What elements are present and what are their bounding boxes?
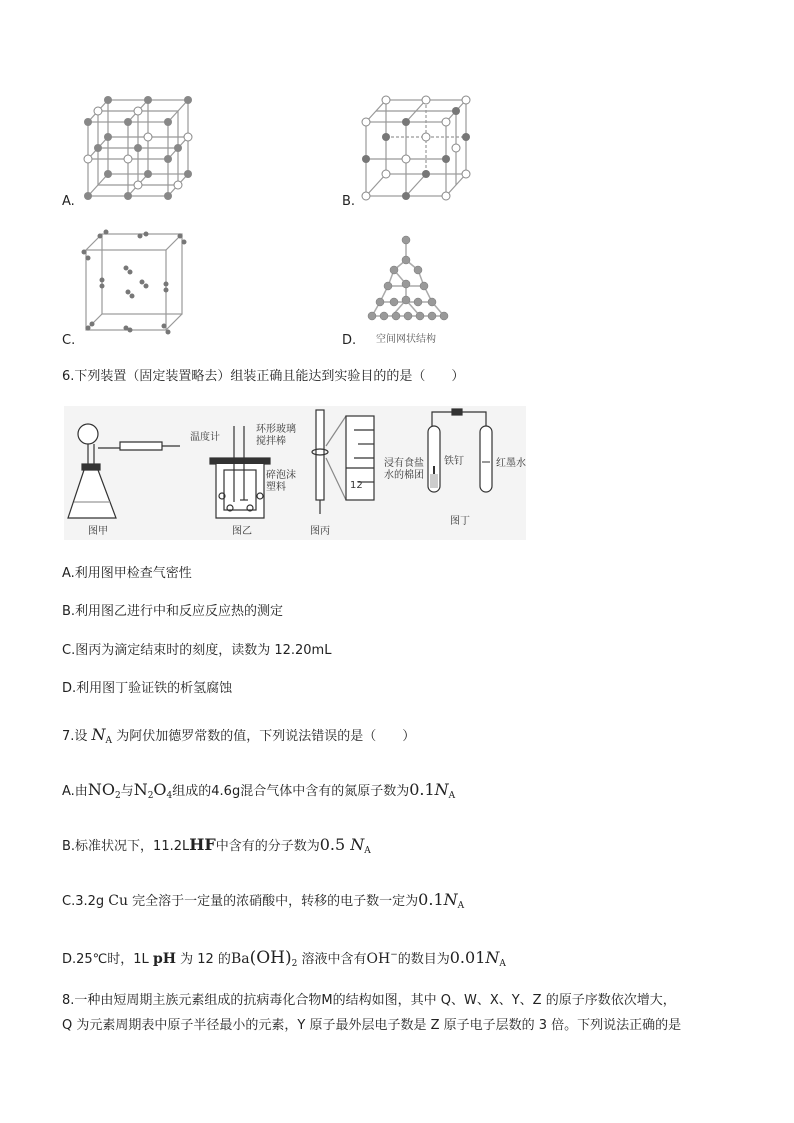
q8-stem-line-2: Q 为元素周期表中原子半径最小的元素，Y 原子最外层电子数是 Z 原子电子层数的 3 倍。下列说法正确的是 bbox=[62, 1018, 682, 1033]
network-structure-d bbox=[362, 232, 462, 332]
q7-stem: 7.设 $N_A$ 为阿伏加德罗常数的值，下列说法错误的是（ ） bbox=[62, 725, 416, 746]
cotton-label-1: 浸有食盐 bbox=[384, 458, 424, 469]
foam-label-2: 塑料 bbox=[266, 482, 286, 493]
q6-apparatus-figure bbox=[64, 406, 526, 540]
stirrer-label-2: 搅拌棒 bbox=[256, 436, 286, 447]
cotton-label-2: 水的棉团 bbox=[384, 470, 424, 481]
foam-label-1: 碎泡沫 bbox=[266, 470, 296, 481]
q7-option-a: A.由$NO_2$与$N_2O_4$组成的4.6g混合气体中含有的氮原子数为$0.1N_A$ bbox=[62, 780, 456, 801]
figure-yi-label: 图乙 bbox=[232, 526, 252, 537]
option-b-label: B. bbox=[342, 194, 356, 209]
q6-option-d: D.利用图丁验证铁的析氢腐蚀 bbox=[62, 681, 233, 696]
figure-bing-label: 图丙 bbox=[310, 526, 330, 537]
figure-jia-label: 图甲 bbox=[88, 526, 108, 537]
burette-tick-12: 12 bbox=[350, 480, 363, 491]
crystal-structure-b bbox=[358, 92, 478, 204]
q6-option-b: B.利用图乙进行中和反应反应热的测定 bbox=[62, 604, 284, 619]
stirrer-label-1: 环形玻璃 bbox=[256, 424, 296, 435]
q8-stem-line-1: 8.一种由短周期主族元素组成的抗病毒化合物M的结构如图，其中 Q、W、X、Y、Z 的原子序数依次增大， bbox=[62, 993, 676, 1008]
option-d-caption: 空间网状结构 bbox=[376, 334, 436, 345]
q6-option-c: C.图丙为滴定结束时的刻度，读数为 12.20mL bbox=[62, 643, 332, 658]
q6-option-a: A.利用图甲检查气密性 bbox=[62, 566, 192, 581]
q7-option-c: C.3.2g Cu 完全溶于一定量的浓硝酸中，转移的电子数一定为$0.1N_A$ bbox=[62, 890, 465, 911]
thermometer-label: 温度计 bbox=[190, 432, 220, 443]
molecular-crystal-c bbox=[80, 228, 190, 340]
option-a-label: A. bbox=[62, 194, 75, 209]
ink-label: 红墨水 bbox=[496, 458, 526, 469]
q7-option-d: D.25℃时，1L pH 为 12 的$Ba(OH)_2$ 溶液中含有OH−的数目为$0.01N_A$ bbox=[62, 948, 506, 969]
option-d-label: D. bbox=[342, 333, 357, 348]
nail-label: 铁钉 bbox=[444, 456, 464, 467]
option-c-label: C. bbox=[62, 333, 76, 348]
q6-stem: 6.下列装置（固定装置略去）组装正确且能达到实验目的的是（ ） bbox=[62, 369, 465, 384]
q7-option-b: B.标准状况下，11.2LHF中含有的分子数为0.5 $N_A$ bbox=[62, 835, 371, 856]
crystal-structure-a bbox=[80, 92, 200, 204]
figure-ding-label: 图丁 bbox=[450, 516, 470, 527]
avogadro-symbol: $N_A$ bbox=[91, 725, 113, 746]
